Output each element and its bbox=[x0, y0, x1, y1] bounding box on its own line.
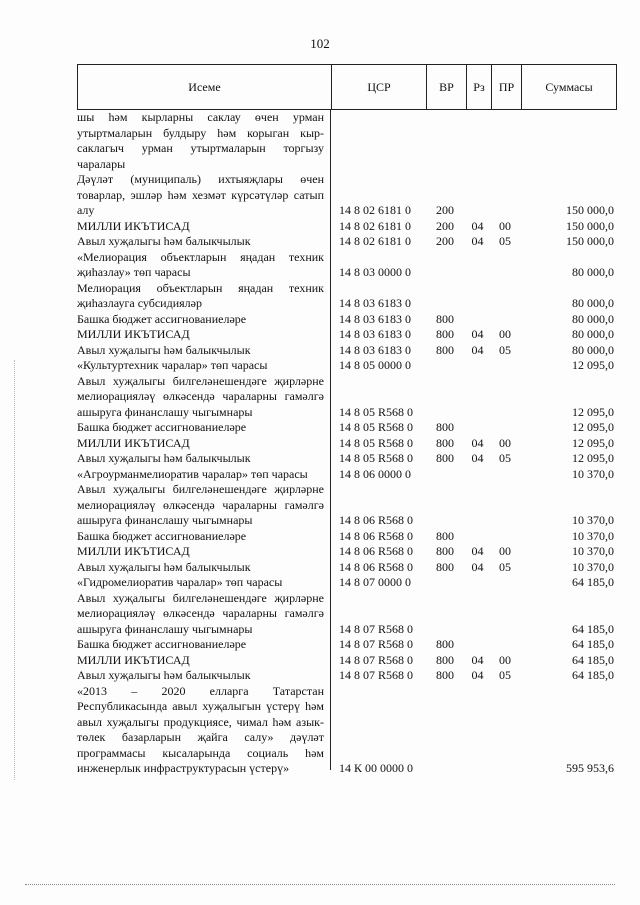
table-row bbox=[77, 544, 617, 560]
table-row bbox=[77, 250, 617, 281]
cell-sum: 80 000,0 bbox=[572, 327, 614, 341]
cell-rz: 04 bbox=[471, 544, 484, 558]
cell-vr: 800 bbox=[436, 420, 454, 434]
cell-csr: 14 8 06 R568 0 bbox=[339, 544, 414, 558]
cell-sum: 150 000,0 bbox=[566, 218, 614, 233]
cell-vr: 800 bbox=[436, 327, 454, 341]
cell-name: Авыл хуҗалыгы билгеләнешендәге җирләрне мелиорацияләү өлкәсендә чараларны гамәлгә ашыруга финанслашу чыгымнары bbox=[77, 590, 324, 636]
header-sum: Суммасы bbox=[521, 65, 616, 109]
table-header bbox=[77, 64, 617, 110]
cell-vr: 800 bbox=[436, 559, 454, 574]
table-row bbox=[77, 343, 617, 359]
cell-csr: 14 8 06 R568 0 bbox=[339, 528, 414, 543]
cell-name: МИЛЛИ ИКЪТИСАД bbox=[77, 435, 190, 450]
cell-sum: 64 185,0 bbox=[572, 637, 614, 651]
cell-name: Авыл хуҗалыгы һәм балыкчылык bbox=[77, 234, 251, 248]
table-row bbox=[77, 482, 617, 529]
cell-csr: 14 8 07 0000 0 bbox=[339, 575, 411, 589]
header-vr: ВР bbox=[426, 65, 466, 109]
cell-sum: 12 095,0 bbox=[572, 404, 614, 419]
table-row bbox=[77, 637, 617, 653]
cell-rz: 04 bbox=[471, 559, 484, 574]
cell-rz: 04 bbox=[471, 218, 484, 233]
table-row bbox=[77, 219, 617, 235]
cell-csr: 14 8 06 0000 0 bbox=[339, 466, 411, 481]
cell-pr: 05 bbox=[499, 668, 511, 682]
cell-name: «Мелиорация объектларын яңадан техник җиһазлау» төп чарасы bbox=[77, 249, 324, 279]
cell-csr: 14 8 03 6183 0 bbox=[339, 296, 411, 310]
table-row bbox=[77, 110, 617, 172]
cell-sum: 12 095,0 bbox=[572, 451, 614, 465]
cell-sum: 10 370,0 bbox=[572, 528, 614, 543]
cell-rz: 04 bbox=[471, 668, 484, 682]
table-row bbox=[77, 172, 617, 219]
cell-sum: 10 370,0 bbox=[572, 544, 614, 558]
cell-rz: 04 bbox=[471, 451, 484, 465]
table-row bbox=[77, 358, 617, 374]
cell-name: МИЛЛИ ИКЪТИСАД bbox=[77, 652, 190, 667]
cell-csr: 14 8 05 R568 0 bbox=[339, 420, 414, 434]
cell-csr: 14 8 06 R568 0 bbox=[339, 559, 414, 574]
cell-csr: 14 8 05 0000 0 bbox=[339, 358, 411, 372]
cell-name: МИЛЛИ ИКЪТИСАД bbox=[77, 544, 190, 558]
cell-pr: 05 bbox=[499, 342, 511, 357]
table-body bbox=[77, 110, 617, 777]
cell-name: Авыл хуҗалыгы билгеләнешендәге җирләрне мелиорацияләү өлкәсендә чараларны гамәлгә ашыруга финанслашу чыгымнары bbox=[77, 482, 324, 527]
cell-name: «Агроурманмелиоратив чаралар» төп чарасы bbox=[77, 466, 308, 481]
cell-vr: 800 bbox=[436, 451, 454, 465]
cell-sum: 64 185,0 bbox=[572, 575, 614, 589]
cell-name: Авыл хуҗалыгы һәм балыкчылык bbox=[77, 668, 251, 682]
cell-pr: 00 bbox=[499, 218, 511, 233]
cell-sum: 12 095,0 bbox=[572, 435, 614, 450]
table-row bbox=[77, 234, 617, 250]
cell-sum: 12 095,0 bbox=[572, 358, 614, 372]
cell-csr: 14 8 07 R568 0 bbox=[339, 637, 414, 651]
table-row bbox=[77, 420, 617, 436]
cell-sum: 80 000,0 bbox=[572, 342, 614, 357]
cell-pr: 00 bbox=[499, 435, 511, 450]
cell-rz: 04 bbox=[471, 234, 484, 248]
cell-sum: 80 000,0 bbox=[572, 265, 614, 279]
cell-name: «Гидромелиоратив чаралар» төп чарасы bbox=[77, 575, 283, 589]
cell-vr: 200 bbox=[436, 203, 454, 217]
cell-vr: 800 bbox=[436, 342, 454, 357]
cell-name: Авыл хуҗалыгы билгеләнешендәге җирләрне мелиорацияләү өлкәсендә чараларны гамәлгә ашыруга финанслашу чыгымнары bbox=[77, 373, 324, 419]
cell-sum: 64 185,0 bbox=[572, 668, 614, 682]
cell-name: Башка бюджет ассигнованиеләре bbox=[77, 311, 247, 326]
cell-pr: 05 bbox=[499, 451, 511, 465]
cell-vr: 800 bbox=[436, 544, 454, 558]
cell-pr: 00 bbox=[499, 652, 511, 667]
cell-vr: 800 bbox=[436, 528, 454, 543]
cell-sum: 150 000,0 bbox=[566, 234, 614, 248]
cell-name: Авыл хуҗалыгы һәм балыкчылык bbox=[77, 342, 251, 357]
cell-csr: 14 8 03 6183 0 bbox=[339, 342, 411, 357]
table-row bbox=[77, 529, 617, 545]
table-row bbox=[77, 653, 617, 669]
cell-name: Башка бюджет ассигнованиеләре bbox=[77, 637, 247, 651]
cell-csr: 14 8 02 6181 0 bbox=[339, 218, 411, 233]
cell-rz: 04 bbox=[471, 342, 484, 357]
cell-rz: 04 bbox=[471, 652, 484, 667]
cell-sum: 10 370,0 bbox=[572, 559, 614, 574]
table-row bbox=[77, 374, 617, 421]
cell-csr: 14 8 03 6183 0 bbox=[339, 327, 411, 341]
table-row bbox=[77, 327, 617, 343]
header-name: Исеме bbox=[188, 79, 221, 94]
cell-vr: 800 bbox=[436, 435, 454, 450]
cell-sum: 595 953,6 bbox=[566, 761, 614, 775]
cell-name: Мелиорация объектларын яңадан техник җиһазлауга субсидияләр bbox=[77, 280, 324, 310]
cell-csr: 14 8 07 R568 0 bbox=[339, 652, 414, 667]
header-csr: ЦСР bbox=[331, 65, 426, 109]
cell-vr: 800 bbox=[436, 652, 454, 667]
cell-rz: 04 bbox=[471, 327, 484, 341]
cell-vr: 800 bbox=[436, 637, 454, 651]
cell-name: «2013 – 2020 елларга Татарстан Республикасында авыл хуҗалыгын үстерү һәм авыл хуҗалыгы продукциясе, чимал һәм азык-төлек базарларын җайга салу» дәүләт программасы кысаларында социаль һәм инженерлык инфраструктурасын үстерү» bbox=[77, 683, 324, 775]
cell-pr: 05 bbox=[499, 559, 511, 574]
cell-sum: 150 000,0 bbox=[566, 203, 614, 217]
cell-name: МИЛЛИ ИКЪТИСАД bbox=[77, 327, 190, 341]
cell-csr: 14 8 05 R568 0 bbox=[339, 404, 414, 419]
cell-csr: 14 8 06 R568 0 bbox=[339, 513, 414, 527]
table-row bbox=[77, 560, 617, 576]
cell-sum: 80 000,0 bbox=[572, 296, 614, 310]
table-row bbox=[77, 467, 617, 483]
page-number: 102 bbox=[310, 36, 330, 51]
cell-csr: 14 8 07 R568 0 bbox=[339, 621, 414, 636]
scan-margin-mark bbox=[14, 360, 16, 780]
cell-sum: 80 000,0 bbox=[572, 311, 614, 326]
cell-name: Авыл хуҗалыгы һәм балыкчылык bbox=[77, 451, 251, 465]
cell-sum: 12 095,0 bbox=[572, 420, 614, 434]
cell-sum: 64 185,0 bbox=[572, 621, 614, 636]
cell-csr: 14 8 03 6183 0 bbox=[339, 311, 411, 326]
page-bottom-rule bbox=[25, 884, 615, 885]
table-row bbox=[77, 312, 617, 328]
cell-vr: 800 bbox=[436, 668, 454, 682]
cell-csr: 14 8 02 6181 0 bbox=[339, 234, 411, 248]
cell-sum: 64 185,0 bbox=[572, 652, 614, 667]
header-rz: Рз bbox=[466, 65, 491, 109]
cell-csr: 14 8 07 R568 0 bbox=[339, 668, 414, 682]
cell-csr: 14 8 05 R568 0 bbox=[339, 435, 414, 450]
cell-pr: 00 bbox=[499, 327, 511, 341]
cell-csr: 14 8 02 6181 0 bbox=[339, 203, 411, 217]
table-row bbox=[77, 281, 617, 312]
cell-name: «Культуртехник чаралар» төп чарасы bbox=[77, 358, 268, 372]
budget-table bbox=[77, 64, 617, 777]
cell-vr: 200 bbox=[436, 218, 454, 233]
table-row bbox=[77, 684, 617, 777]
cell-name: МИЛЛИ ИКЪТИСАД bbox=[77, 218, 190, 233]
table-row bbox=[77, 575, 617, 591]
cell-csr: 14 8 03 0000 0 bbox=[339, 265, 411, 279]
cell-name: Башка бюджет ассигнованиеләре bbox=[77, 420, 247, 434]
cell-name: Башка бюджет ассигнованиеләре bbox=[77, 528, 247, 543]
table-row bbox=[77, 668, 617, 684]
cell-pr: 05 bbox=[499, 234, 511, 248]
table-row bbox=[77, 451, 617, 467]
cell-sum: 10 370,0 bbox=[572, 466, 614, 481]
cell-name: Дәүләт (муниципаль) ихтыяҗлары өчен товарлар, эшләр һәм хезмәт күрсәтүләр сатып алу bbox=[77, 172, 324, 217]
table-row bbox=[77, 436, 617, 452]
cell-name: Авыл хуҗалыгы һәм балыкчылык bbox=[77, 559, 251, 574]
cell-csr: 14 К 00 0000 0 bbox=[339, 761, 414, 775]
cell-vr: 800 bbox=[436, 311, 454, 326]
cell-sum: 10 370,0 bbox=[572, 513, 614, 527]
cell-rz: 04 bbox=[471, 435, 484, 450]
cell-pr: 00 bbox=[499, 544, 511, 558]
cell-csr: 14 8 05 R568 0 bbox=[339, 451, 414, 465]
table-row bbox=[77, 591, 617, 638]
cell-vr: 200 bbox=[436, 234, 454, 248]
cell-name: шы һәм кырларны саклау өчен урман утыртмаларын булдыру һәм корыган кыр-саклагыч урман утыртмаларын торгызу чаралары bbox=[77, 110, 324, 171]
header-pr: ПР bbox=[491, 65, 521, 109]
